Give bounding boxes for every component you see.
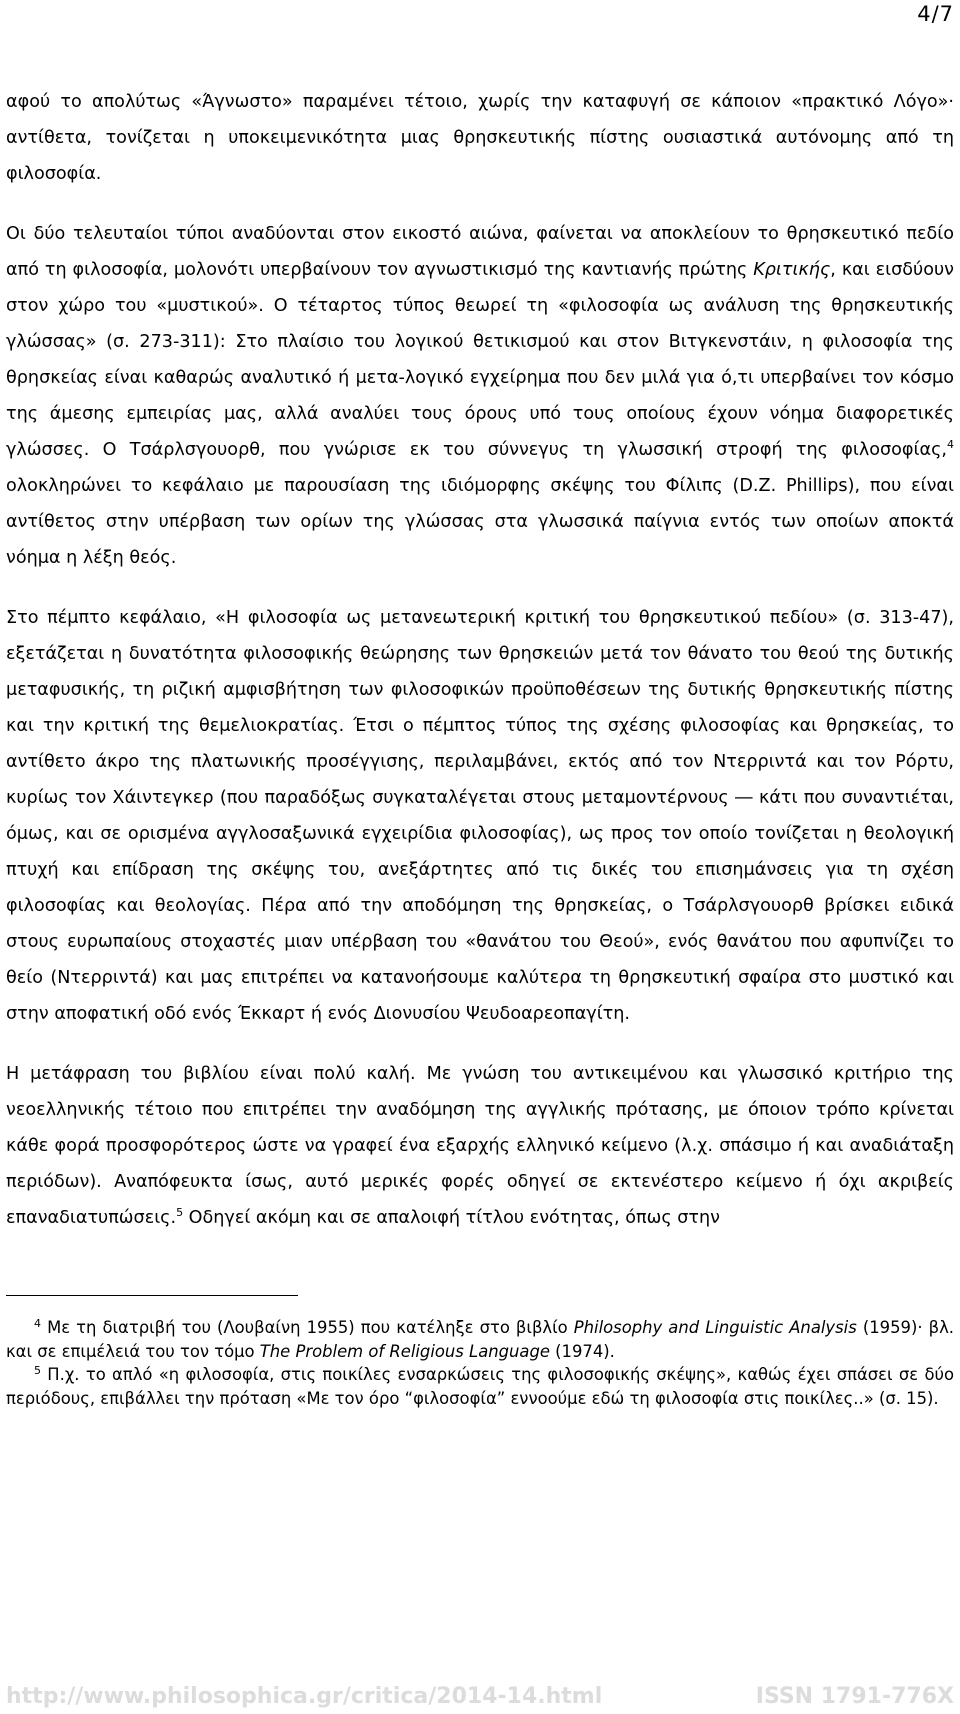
footer-issn: ISSN 1791-776X [755,1684,954,1709]
paragraph-text: Η μετάφραση του βιβλίου είναι πολύ καλή. Με γνώση του αντικειμένου και γλωσσικό κριτήριο της νεοελληνικής τέτοιο που επιτρέπει την αναδόμηση της αγγλικής πρότασης, με όποιον τρόπο κρίνεται κάθε φορά προσφορότερος ώστε να γραφεί ένα εξαρχής ελληνικό κείμενο (λ.χ. σπάσιμο ή και αναδιάταξη περιόδων). Αναπόφευκτα ίσως, αυτό μερικές φορές οδηγεί σε εκτενέστερο κείμενο ή όχι ακριβείς επαναδιατυπώσεις. [6,1064,954,1228]
footnotes-section [6,1295,954,1410]
footnote-ref-4[interactable]: 4 [947,438,954,451]
paragraph-3 [6,600,954,1032]
footnote-number: 5 [34,1364,41,1377]
footnote-text: (1974). [549,1341,615,1361]
footnote-ref-5[interactable]: 5 [176,1206,184,1219]
footnote-divider [6,1295,298,1296]
paragraph-text: Στο πέμπτο κεφάλαιο, «Η φιλοσοφία ως μετανεωτερική κριτική του θρησκευτικού πεδίου» (σ. 313-47), εξετάζεται η δυνατότητα φιλοσοφικής θεώρησης των θρησκειών μετά τον θάνατο του θεού της δυτικής μεταφυσικής, τη ριζική αμφισβήτηση των φιλοσοφικών προϋποθέσεων της δυτικής θρησκευτικής πίστης και την κριτική της θεμελιοκρατίας. Έτσι ο πέμπτος τύπος της σχέσης φιλοσοφίας και θρησκείας, το αντίθετο άκρο της πλατωνικής προσέγγισης, περιλαμβάνει, εκτός από τον Ντερριντά και τον Ρόρτυ, κυρίως τον Χάιντεγκερ (που παραδόξως συγκαταλέγεται στους μεταμοντέρνους ― κάτι που συναντιέται, όμως, και σε ορισμένα αγγλοσαξωνικά εγχειρίδια φιλοσοφίας), ως προς τον οποίο τονίζεται η θεολογική πτυχή και επίδραση της σκέψης του, ανεξάρτητες από τις δικές του επισημάνσεις για τη σχέση φιλοσοφίας και θεολογίας. Πέρα από την αποδόμηση της θρησκείας, ο Τσάρλσγουορθ βρίσκει ειδικά στους ευρωπαίους στοχαστές μιαν υπέρβαση του «θανάτου του Θεού», ενός θανάτου που αφυπνίζει το θείο (Ντερριντά) και μας επιτρέπει να κατανοήσουμε καλύτερα τη θρησκευτική σφαίρα στο μυστικό και στην αποφατική οδό ενός Έκκαρτ ή ενός Διονυσίου Ψευδοαρεοπαγίτη. [6,608,954,1024]
paragraph-text: Οδηγεί ακόμη και σε απαλοιφή τίτλου ενότητας, όπως στην [183,1208,720,1228]
page-footer [6,1684,954,1714]
paragraph-text: αφού το απολύτως «Άγνωστο» παραμένει τέτοιο, χωρίς την καταφυγή σε κάποιον «πρακτικό Λόγο»· αντίθετα, τονίζεται η υποκειμενικότητα μιας θρησκευτικής πίστης ουσιαστικά αυτόνομης από τη φιλοσοφία. [6,92,954,184]
paragraph-2 [6,216,954,576]
italic-title: Philosophy and Linguistic Analysis [573,1318,857,1337]
footnote-text: (1959)· βλ. και σε επιμέλειά του τον τόμο [6,1318,954,1361]
paragraph-text: Οι δύο τελευταίοι τύποι αναδύονται στον εικοστό αιώνα, φαίνεται να αποκλείουν το θρησκευτικό πεδίο από τη φιλοσοφία, μολονότι υπερβαίνουν τον αγνωστικισμό της καντιανής πρώτης [6,224,954,280]
footnote-5 [6,1363,954,1410]
footnote-number: 4 [34,1317,41,1330]
footnote-text: Με τη διατριβή του (Λουβαίνη 1955) που κατέληξε στο βιβλίο [41,1318,574,1337]
page-number: 4/7 [917,2,954,26]
paragraph-4 [6,1056,954,1236]
footnote-4 [6,1316,954,1363]
footnote-text: Π.χ. το απλό «η φιλοσοφία, στις ποικίλες ενσαρκώσεις της φιλοσοφικής σκέψης», καθώς έχει σπάσει σε δύο περιόδους, επιβάλλει την πρόταση «Με τον όρο “φιλοσοφία” εννοούμε εδώ τη φιλοσοφία στις ποικίλες..» (σ. 15). [6,1365,954,1408]
paragraph-1 [6,84,954,192]
italic-title: Κριτικής [753,260,831,280]
paragraph-text: , και εισδύουν στον χώρο του «μυστικού». Ο τέταρτος τύπος θεωρεί τη «φιλοσοφία ως ανάλυση της θρησκευτικής γλώσσας» (σ. 273-311): Στο πλαίσιο του λογικού θετικισμού και στον Βιτγκενστάιν, η φιλοσοφία της θρησκείας είναι καθαρώς αναλυτικό ή μετα-λογικό εγχείρημα που δεν μιλά για ό,τι υπερβαίνει τον κόσμο της άμεσης εμπειρίας μας, αλλά αναλύει τους όρους υπό τους οποίους έχουν νόημα διαφορετικές γλώσσες. Ο Τσάρλσγουορθ, που γνώρισε εκ του σύννεγυς τη γλωσσική στροφή της φιλοσοφίας, [6,260,954,460]
italic-title: The Problem of Religious Language [259,1341,550,1361]
article-body [6,84,954,1260]
footer-url-link[interactable]: http://www.philosophica.gr/critica/2014-14.html [6,1684,603,1709]
paragraph-text: ολοκληρώνει το κεφάλαιο με παρουσίαση της ιδιόμορφης σκέψης του Φίλιπς (D.Z. Phillips), που είναι αντίθετος στην υπέρβαση των ορίων της γλώσσας στα γλωσσικά παίγνια εντός των οποίων αποκτά νόημα η λέξη θεός. [6,476,954,568]
